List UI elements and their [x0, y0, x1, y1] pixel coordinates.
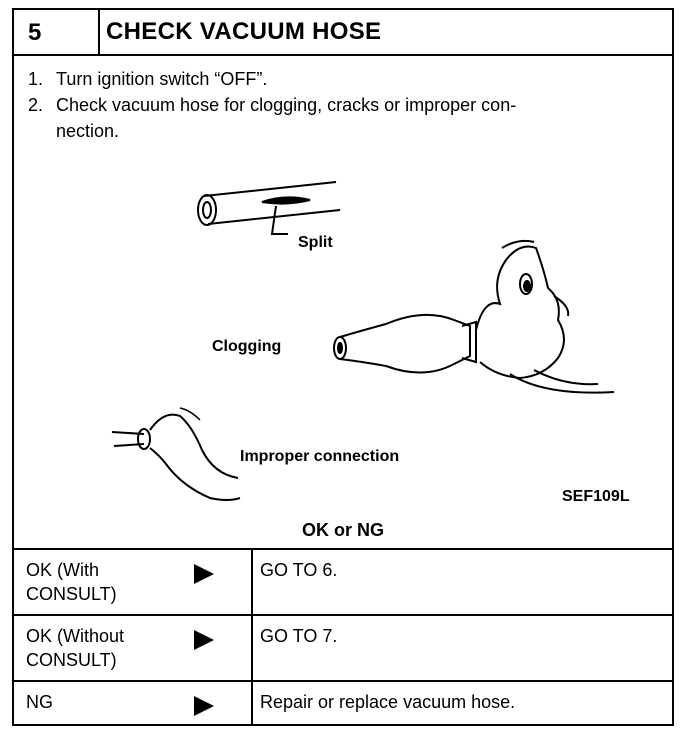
instruction-item	[28, 92, 648, 118]
split-hose-drawing	[198, 182, 340, 234]
label-split: Split	[298, 234, 333, 251]
condition-line: OK (With	[26, 560, 100, 580]
instruction-number	[28, 118, 56, 144]
result-condition	[26, 690, 196, 714]
condition-line: OK (Without	[26, 626, 125, 646]
instruction-number: 2.	[28, 95, 44, 115]
step-header	[14, 10, 672, 56]
arrow-right-icon	[194, 564, 214, 584]
result-action: GO TO 6.	[260, 560, 338, 580]
improper-connection-drawing	[112, 408, 240, 500]
result-heading: OK or NG	[301, 520, 384, 540]
result-action: Repair or replace vacuum hose.	[260, 692, 516, 712]
clogging-hose-drawing	[334, 241, 614, 393]
instruction-text: Turn ignition switch “OFF”.	[56, 69, 268, 89]
result-row	[14, 548, 672, 614]
arrow-right-icon	[194, 696, 214, 716]
result-row	[14, 680, 672, 726]
result-row	[14, 614, 672, 680]
result-condition	[26, 624, 196, 672]
condition-line: CONSULT)	[26, 584, 117, 604]
instruction-text: nection.	[56, 121, 120, 141]
step-title: CHECK VACUUM HOSE	[106, 18, 382, 45]
label-improper-connection: Improper connection	[240, 448, 400, 465]
result-action: GO TO 7.	[260, 626, 338, 646]
procedure-frame	[12, 8, 674, 726]
condition-line: NG	[26, 692, 53, 712]
step-number: 5	[14, 10, 100, 54]
result-table	[14, 548, 672, 726]
instruction-list	[28, 66, 648, 144]
instruction-item	[28, 118, 648, 144]
hose-illustration	[14, 180, 672, 510]
arrow-right-icon	[194, 630, 214, 650]
table-column-divider	[251, 548, 253, 726]
instruction-text: Check vacuum hose for clogging, cracks or improper con-	[56, 95, 517, 115]
condition-line: CONSULT)	[26, 650, 117, 670]
figure-code: SEF109L	[562, 488, 630, 505]
instruction-item	[28, 66, 648, 92]
label-clogging: Clogging	[212, 338, 282, 355]
result-condition	[26, 558, 196, 606]
instruction-number: 1.	[28, 69, 44, 89]
